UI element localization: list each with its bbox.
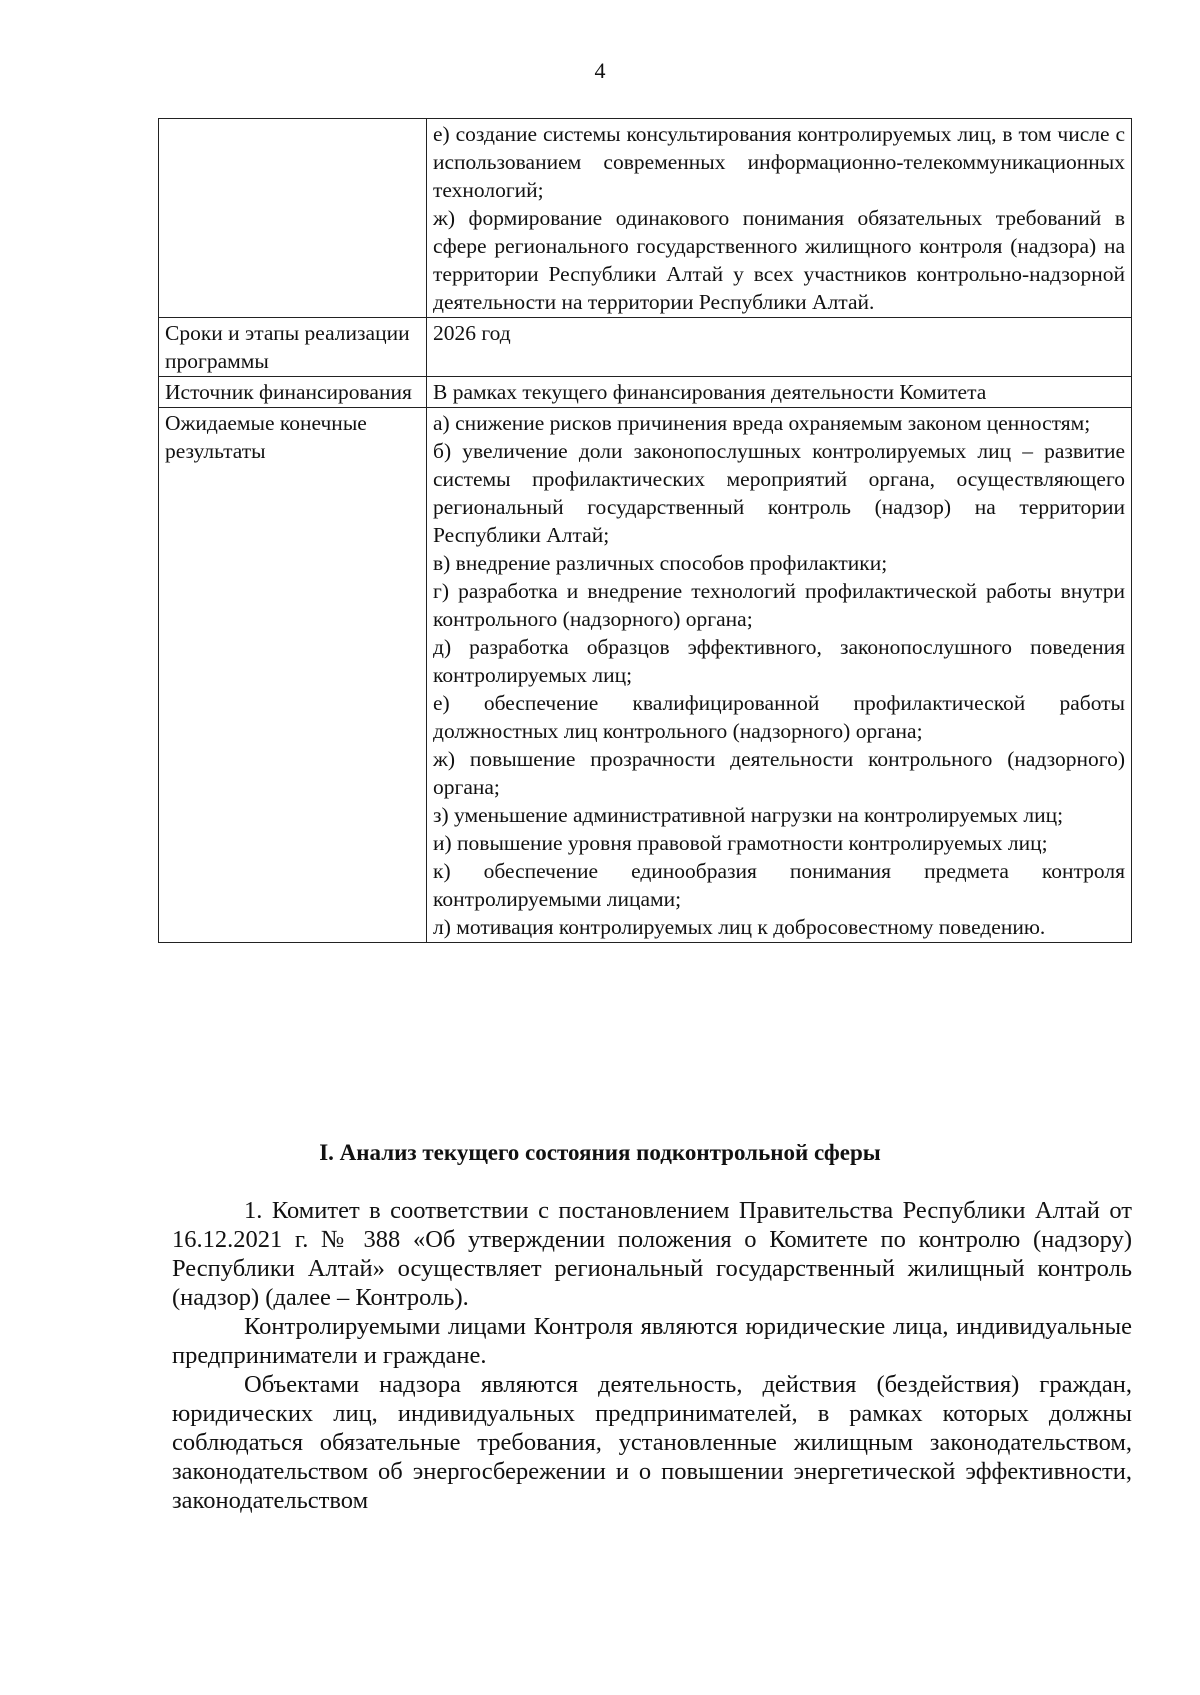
list-item: л) мотивация контролируемых лиц к добросовестному поведению. — [433, 915, 1046, 939]
list-item: к) обеспечение единообразия понимания предмета контроля контролируемыми лицами; — [433, 859, 1125, 911]
paragraph: Объектами надзора являются деятельность, действия (бездействия) граждан, юридических лиц, индивидуальных предпринимателей, в рамках которых должны соблюдаться обязательные требования, установленные жилищным законодательством, законодательством об энергосбережении и о повышении энергетической эффективности, законодательством — [172, 1371, 1132, 1514]
body-text — [172, 1196, 1132, 1515]
list-item: г) разработка и внедрение технологий профилактической работы внутри контрольного (надзорного) органа; — [433, 579, 1125, 631]
row2-value: 2026 год — [427, 318, 1132, 377]
row1-label — [159, 119, 427, 318]
row4-label: Ожидаемые конечные результаты — [159, 408, 427, 943]
table-row — [159, 377, 1132, 408]
table-row — [159, 119, 1132, 318]
row2-label: Сроки и этапы реализации программы — [159, 318, 427, 377]
section-title: I. Анализ текущего состояния подконтрольной сферы — [319, 1140, 881, 1165]
paragraph: 1. Комитет в соответствии с постановлением Правительства Республики Алтай от 16.12.2021 г. № 388 «Об утверждении положения о Комитете по контролю (надзору) Республики Алтай» осуществляет региональный государственный жилищный контроль (надзор) (далее – Контроль). — [172, 1197, 1132, 1311]
list-item: б) увеличение доли законопослушных контролируемых лиц – развитие системы профилактических мероприятий органа, осуществляющего региональный государственный контроль (надзор) на территории Республики Алтай; — [433, 439, 1125, 547]
list-item: е) обеспечение квалифицированной профилактической работы должностных лиц контрольного (надзорного) органа; — [433, 691, 1125, 743]
table-row — [159, 318, 1132, 377]
list-item: а) снижение рисков причинения вреда охраняемым законом ценностям; — [433, 411, 1091, 435]
list-item: и) повышение уровня правовой грамотности контролируемых лиц; — [433, 831, 1048, 855]
row4-value — [427, 408, 1132, 943]
list-item: ж) формирование одинакового понимания обязательных требований в сфере регионального государственного жилищного контроля (надзора) на территории Республики Алтай у всех участников контрольно-надзорной деятельности на территории Республики Алтай. — [433, 206, 1125, 314]
paragraph: Контролируемыми лицами Контроля являются юридические лица, индивидуальные предприниматели и граждане. — [172, 1313, 1132, 1369]
list-item: ж) повышение прозрачности деятельности контрольного (надзорного) органа; — [433, 747, 1125, 799]
list-item: в) внедрение различных способов профилактики; — [433, 551, 888, 575]
list-item: д) разработка образцов эффективного, законопослушного поведения контролируемых лиц; — [433, 635, 1125, 687]
page-number: 4 — [594, 58, 606, 83]
program-passport-table — [158, 118, 1132, 943]
list-item: е) создание системы консультирования контролируемых лиц, в том числе с использованием современных информационно-телекоммуникационных технологий; — [433, 122, 1125, 202]
row3-label: Источник финансирования — [159, 377, 427, 408]
row3-value: В рамках текущего финансирования деятельности Комитета — [427, 377, 1132, 408]
table-row — [159, 408, 1132, 943]
row1-value — [427, 119, 1132, 318]
list-item: з) уменьшение административной нагрузки на контролируемых лиц; — [433, 803, 1064, 827]
